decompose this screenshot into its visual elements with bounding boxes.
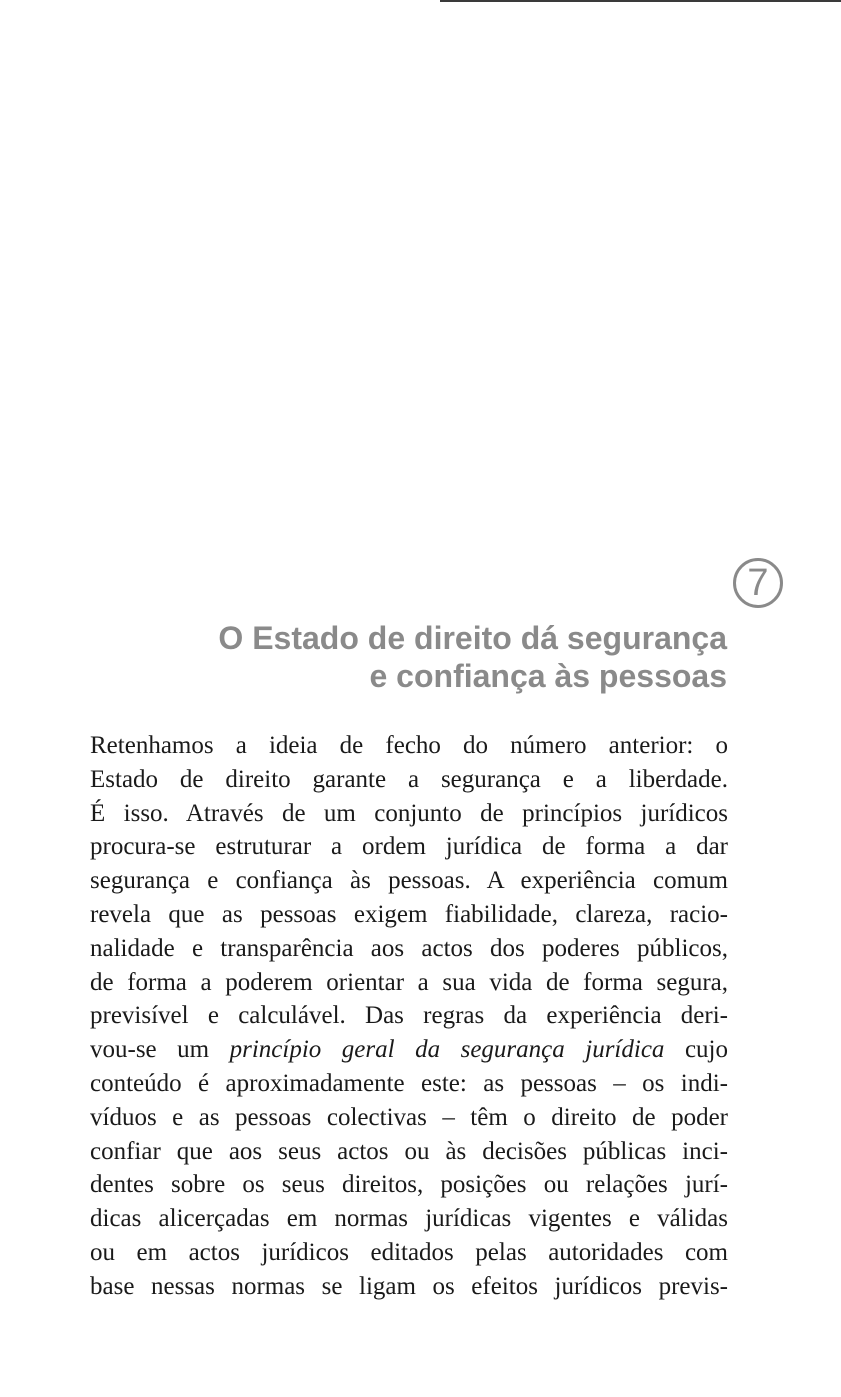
- body-paragraph: [90, 729, 728, 1304]
- text-line: Retenhamos a ideia de fecho do número anterior: o: [90, 732, 728, 759]
- top-rule: [440, 0, 841, 2]
- chapter-number-badge: [733, 558, 783, 608]
- text-line: revela que as pessoas exigem fiabilidade, clareza, racio-: [90, 900, 728, 928]
- text-line: segurança e confiança às pessoas. A experiência comum: [90, 867, 728, 895]
- text-segment: cujo: [664, 1036, 728, 1064]
- text-line: base nessas normas se ligam os efeitos jurídicos previs-: [90, 1272, 728, 1300]
- chapter-title-line-2: e confiança às pessoas: [369, 658, 727, 694]
- text-line: de forma a poderem orientar a sua vida de forma segura,: [90, 968, 728, 996]
- chapter-title: [218, 619, 727, 695]
- text-line: dicas alicerçadas em normas jurídicas vigentes e válidas: [90, 1205, 728, 1233]
- text-line: conteúdo é aproximadamente este: as pessoas – os indi-: [90, 1069, 728, 1097]
- text-line: víduos e as pessoas colectivas – têm o direito de poder: [90, 1103, 728, 1131]
- chapter-number: 7: [747, 562, 769, 604]
- emphasized-term: princípio geral da segurança jurídica: [229, 1036, 665, 1064]
- text-line-with-emphasis: [90, 1033, 728, 1067]
- text-line: confiar que aos seus actos ou às decisões públicas inci-: [90, 1137, 728, 1165]
- text-line: nalidade e transparência aos actos dos poderes públicos,: [90, 934, 728, 962]
- text-line: dentes sobre os seus direitos, posições ou relações jurí-: [90, 1171, 728, 1199]
- text-line: previsível e calculável. Das regras da experiência deri-: [90, 1002, 728, 1030]
- text-line: procura-se estruturar a ordem jurídica de forma a dar: [90, 833, 728, 861]
- text-line: É isso. Através de um conjunto de princípios jurídicos: [90, 799, 728, 827]
- text-line: ou em actos jurídicos editados pelas autoridades com: [90, 1238, 728, 1266]
- text-segment: vou-se um: [90, 1036, 230, 1064]
- text-line: Estado de direito garante a segurança e a liberdade.: [90, 765, 728, 793]
- chapter-title-line-1: O Estado de direito dá segurança: [218, 620, 727, 656]
